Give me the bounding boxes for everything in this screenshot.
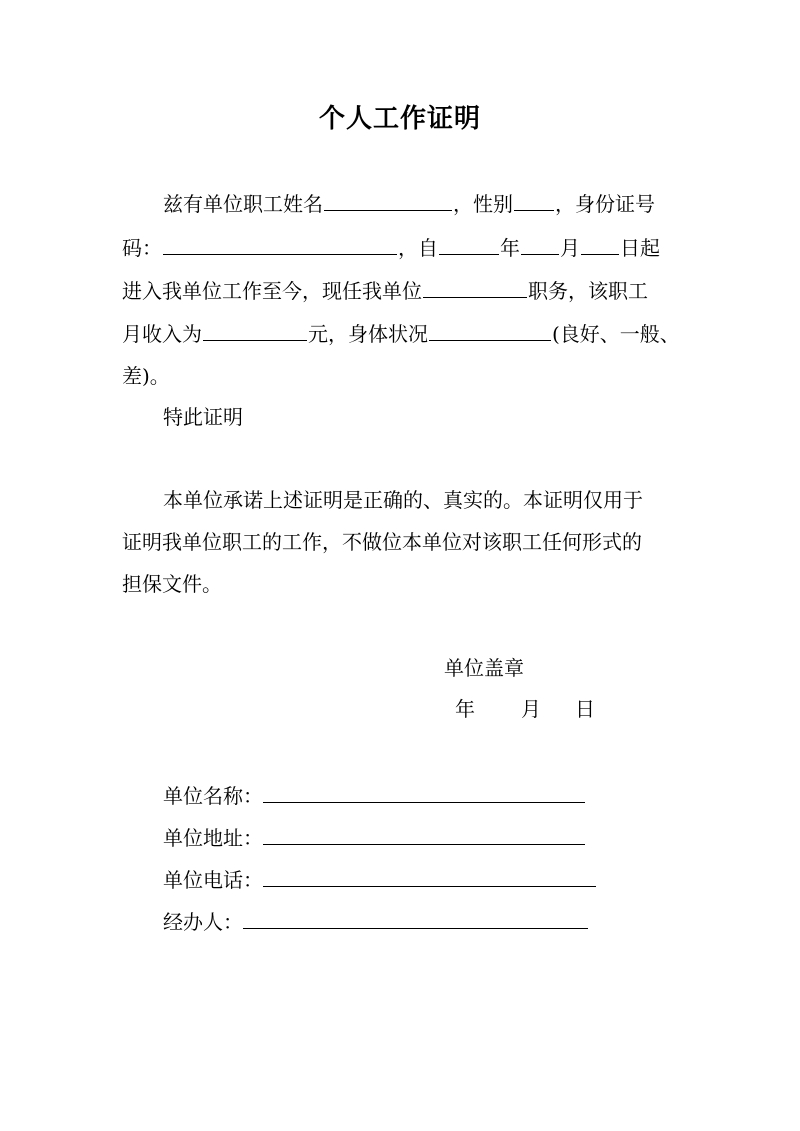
handler-row	[163, 906, 588, 935]
p1-line-1	[163, 188, 655, 217]
p1-text: 日起	[620, 236, 660, 260]
p1-text: ，性别	[453, 192, 513, 216]
unit-phone-blank[interactable]	[263, 866, 596, 887]
unit-address-row	[163, 822, 585, 851]
document-title: 个人工作证明	[318, 104, 481, 134]
p1-text: 进入我单位工作至今，现任我单位	[122, 279, 422, 303]
p1-text: (良好、一般、	[552, 322, 680, 346]
name-blank[interactable]	[324, 190, 452, 211]
gender-blank[interactable]	[514, 190, 554, 211]
unit-phone-label: 单位电话：	[163, 868, 263, 892]
health-blank[interactable]	[429, 320, 551, 341]
start-month-blank[interactable]	[521, 234, 559, 255]
handler-blank[interactable]	[243, 908, 588, 929]
position-blank[interactable]	[423, 277, 527, 298]
unit-name-label: 单位名称：	[163, 784, 263, 808]
unit-name-row	[163, 780, 585, 809]
p1-line-2	[122, 232, 660, 261]
unit-address-blank[interactable]	[263, 824, 585, 845]
p1-text: 兹有单位职工姓名	[163, 192, 323, 216]
p1-text: ，身份证号	[555, 192, 655, 216]
p1-text: ，自	[398, 236, 438, 260]
p1-text: 码：	[122, 236, 162, 260]
unit-name-blank[interactable]	[263, 782, 585, 803]
seal-date	[455, 693, 595, 722]
p1-text: 元，身体状况	[308, 322, 428, 346]
p1-line-5: 差)。	[122, 364, 170, 388]
unit-address-label: 单位地址：	[163, 826, 263, 850]
start-year-blank[interactable]	[439, 234, 499, 255]
unit-phone-row	[163, 864, 596, 893]
handler-label: 经办人：	[163, 910, 243, 934]
seal-label: 单位盖章	[444, 656, 524, 680]
date-day: 日	[575, 697, 595, 721]
p1-line-3	[122, 275, 648, 304]
p3-line-1: 本单位承诺上述证明是正确的、真实的。本证明仅用于	[163, 488, 643, 512]
p1-text: 月	[560, 236, 580, 260]
income-blank[interactable]	[203, 320, 307, 341]
p3-line-3: 担保文件。	[122, 572, 222, 596]
date-year: 年	[455, 697, 475, 721]
certify-line: 特此证明	[163, 405, 243, 429]
p1-text: 月收入为	[122, 322, 202, 346]
id-number-blank[interactable]	[163, 234, 397, 255]
p1-line-4	[122, 318, 680, 347]
p3-line-2: 证明我单位职工的工作，不做位本单位对该职工任何形式的	[122, 530, 642, 554]
date-month: 月	[521, 697, 541, 721]
p1-text: 职务，该职工	[528, 279, 648, 303]
p1-text: 年	[500, 236, 520, 260]
start-day-blank[interactable]	[581, 234, 619, 255]
